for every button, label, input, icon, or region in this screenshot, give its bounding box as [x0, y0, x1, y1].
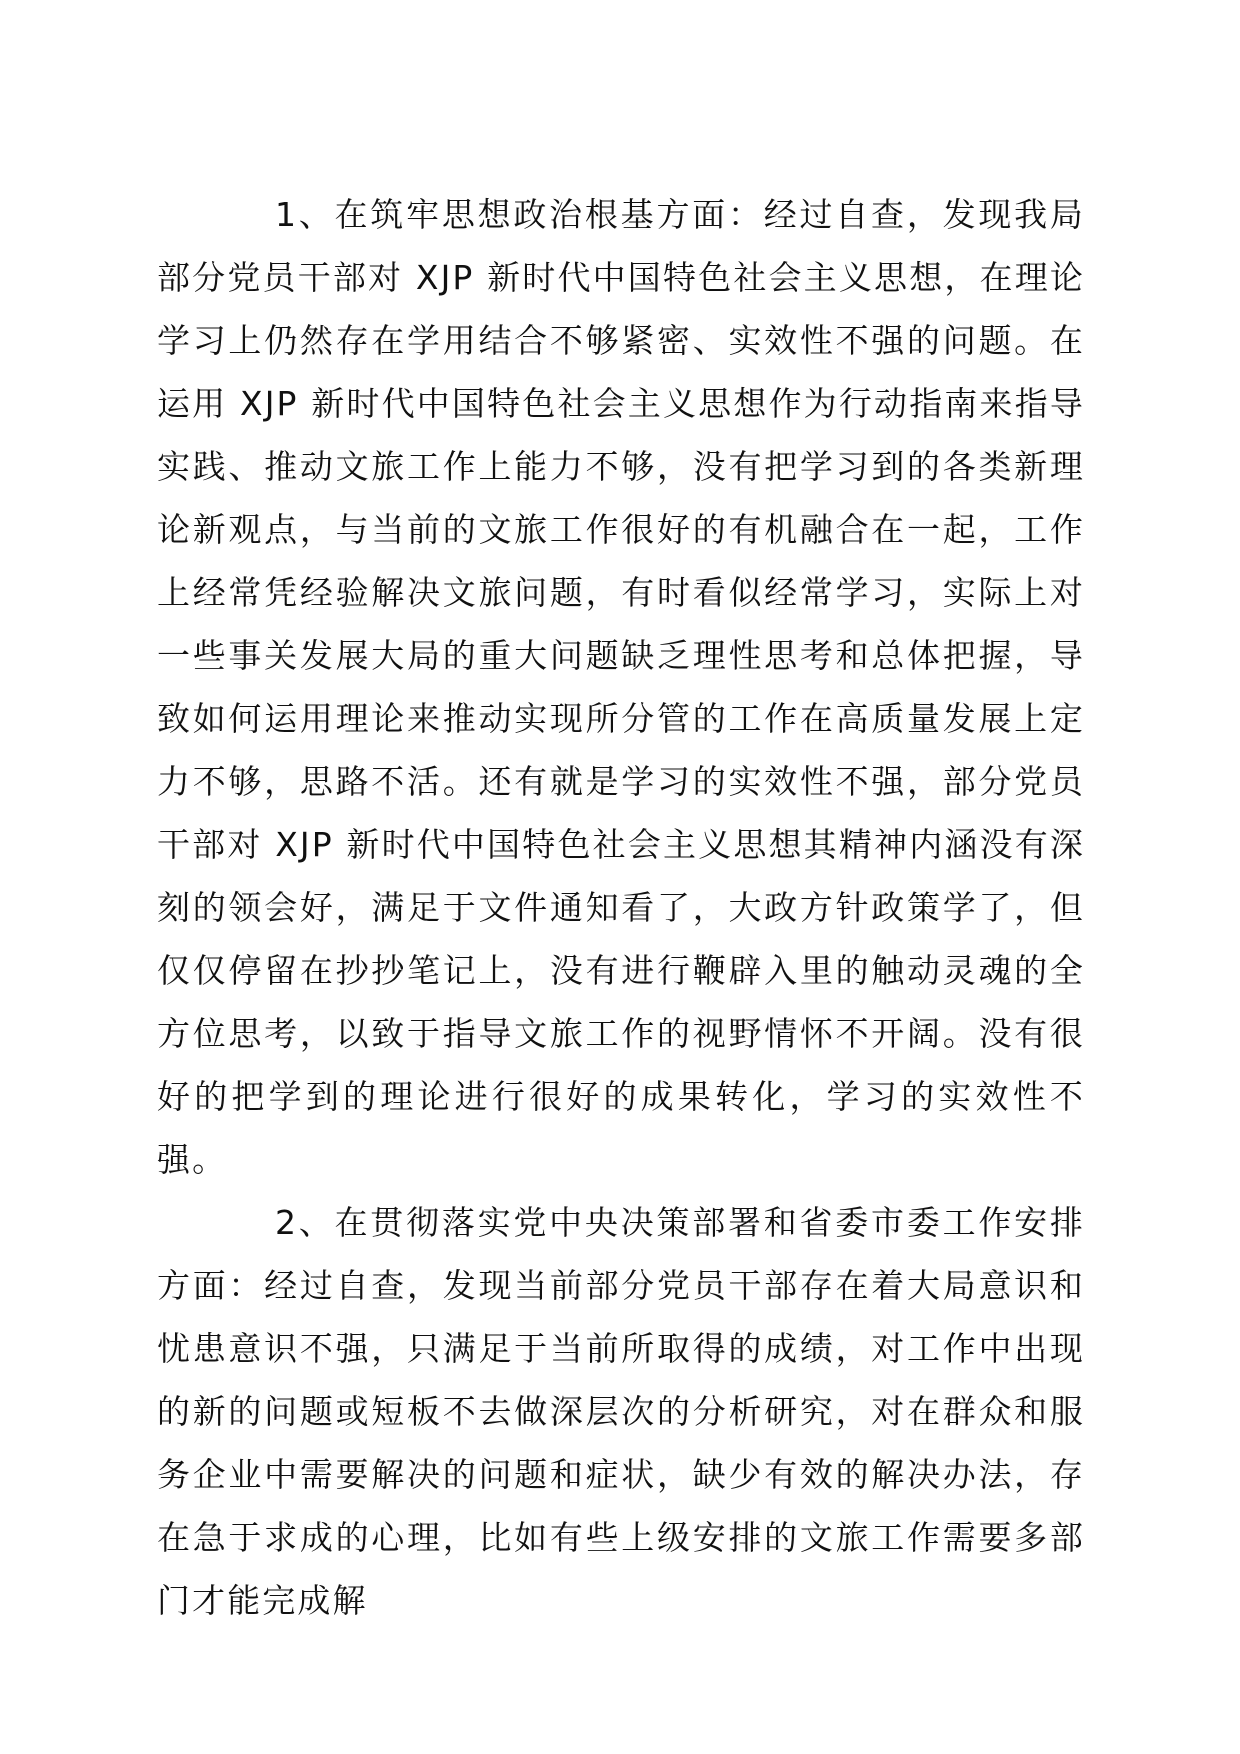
- document-body: [157, 183, 1085, 1632]
- paragraph-1: 1、在筑牢思想政治根基方面：经过自查，发现我局部分党员干部对 XJP 新时代中国特色社会主义思想，在理论学习上仍然存在学用结合不够紧密、实效性不强的问题。在运用 XJP 新时代中国特色社会主义思想作为行动指南来指导实践、推动文旅工作上能力不够，没有把学习到的各类新理论新观点，与当前的文旅工作很好的有机融合在一起，工作上经常凭经验解决文旅问题，有时看似经常学习，实际上对一些事关发展大局的重大问题缺乏理性思考和总体把握，导致如何运用理论来推动实现所分管的工作在高质量发展上定力不够，思路不活。还有就是学习的实效性不强，部分党员干部对 XJP 新时代中国特色社会主义思想其精神内涵没有深刻的领会好，满足于文件通知看了，大政方针政策学了，但仅仅停留在抄抄笔记上，没有进行鞭辟入里的触动灵魂的全方位思考，以致于指导文旅工作的视野情怀不开阔。没有很好的把学到的理论进行很好的成果转化，学习的实效性不强。: [157, 195, 1085, 1179]
- paragraph-2: 2、在贯彻落实党中央决策部署和省委市委工作安排方面：经过自查，发现当前部分党员干部存在着大局意识和忧患意识不强，只满足于当前所取得的成绩，对工作中出现的新的问题或短板不去做深层次的分析研究，对在群众和服务企业中需要解决的问题和症状，缺少有效的解决办法，存在急于求成的心理，比如有些上级安排的文旅工作需要多部门才能完成解: [157, 1203, 1085, 1620]
